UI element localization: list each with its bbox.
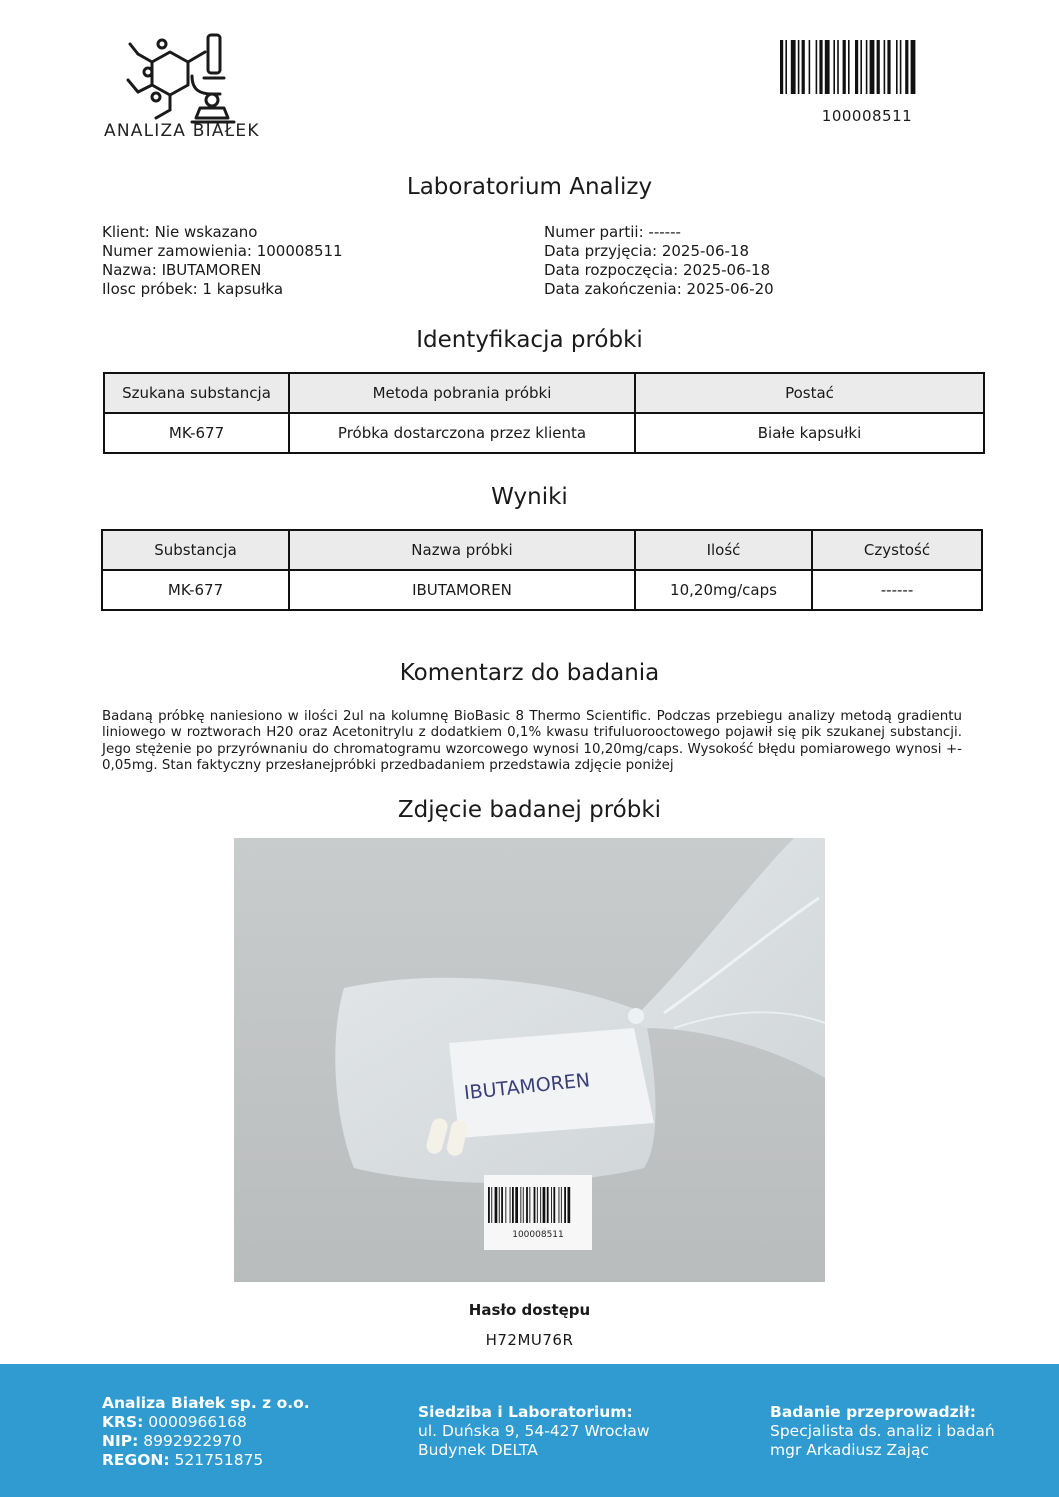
column-header: Nazwa próbki: [289, 530, 635, 570]
password-value: H72MU76R: [485, 1331, 574, 1349]
order-number-line: Numer zamowienia: 100008511: [102, 242, 343, 260]
table-cell: IBUTAMOREN: [289, 570, 635, 610]
table-cell: Białe kapsułki: [635, 413, 984, 453]
table-cell: ------: [812, 570, 982, 610]
table-cell: MK-677: [104, 413, 289, 453]
sample-photo: [234, 838, 825, 1282]
footer-address: [418, 1403, 650, 1460]
column-header: Metoda pobrania próbki: [289, 373, 635, 413]
performed-line2: mgr Arkadiusz Zając: [770, 1441, 929, 1459]
photo-heading: Zdjęcie badanej próbki: [397, 797, 662, 823]
address-line1: ul. Duńska 9, 54-427 Wrocław: [418, 1422, 650, 1440]
sample-count-line: Ilosc próbek: 1 kapsułka: [102, 280, 284, 298]
address-line2: Budynek DELTA: [418, 1441, 538, 1459]
product-name-line: Nazwa: IBUTAMOREN: [102, 261, 262, 279]
performed-line1: Specjalista ds. analiz i badań: [770, 1422, 995, 1440]
performed-heading: Badanie przeprowadził:: [770, 1403, 976, 1421]
column-header: Ilość: [635, 530, 812, 570]
nip-label: NIP:: [102, 1432, 139, 1450]
table-cell: Próbka dostarczona przez klienta: [289, 413, 635, 453]
results-table: [101, 529, 983, 611]
table-header-row: [102, 530, 982, 570]
table-cell: MK-677: [102, 570, 289, 610]
nip-value: 8992922970: [143, 1432, 242, 1450]
client-line: Klient: Nie wskazano: [102, 223, 258, 241]
logo-text: ANALIZA BIAŁEK: [104, 121, 260, 141]
info-right: [544, 223, 774, 299]
comment-heading: Komentarz do badania: [399, 660, 660, 686]
column-header: Szukana substancja: [104, 373, 289, 413]
footer-performed: [770, 1403, 995, 1460]
table-row: [102, 570, 982, 610]
identification-table: [103, 372, 985, 454]
comment-text: Badaną próbkę naniesiono w ilości 2ul na kolumnę BioBasic 8 Thermo Scientific. Podczas przebiegu analizy metodą gradientu liniowego w roztworach H20 oraz Acetonitrylu z dodatkiem 0,1% kwasu trifuluorooctowego pojawił się pik szukanej substancji. Jego stężenie po przyrównaniu do chromatogramu wzorcowego wynosi 10,20mg/caps. Wysokość błędu pomiarowego wynosi +- 0,05mg. Stan faktyczny przesłanejpróbki przedbadaniem przedstawia zdjęcie poniżej: [102, 709, 962, 774]
table-row: [104, 413, 984, 453]
end-date-line: Data zakończenia: 2025-06-20: [544, 280, 774, 298]
column-header: Postać: [635, 373, 984, 413]
sticker-number: 100008511: [512, 1230, 564, 1240]
krs-value: 0000966168: [148, 1413, 247, 1431]
regon-value: 521751875: [174, 1451, 264, 1469]
info-left: [102, 223, 343, 299]
table-cell: 10,20mg/caps: [635, 570, 812, 610]
footer: [0, 1364, 1059, 1497]
company-name: Analiza Białek sp. z o.o.: [102, 1394, 310, 1412]
regon-label: REGON:: [102, 1451, 170, 1469]
footer-company: [102, 1394, 310, 1470]
start-date-line: Data rozpoczęcia: 2025-06-18: [544, 261, 771, 279]
batch-number-line: Numer partii: ------: [544, 223, 681, 241]
barcode-number: 100008511: [821, 107, 913, 125]
barcode-icon: [780, 40, 954, 94]
password-label: Hasło dostępu: [468, 1301, 591, 1319]
column-header: Substancja: [102, 530, 289, 570]
received-date-line: Data przyjęcia: 2025-06-18: [544, 242, 750, 260]
results-heading: Wyniki: [491, 484, 568, 510]
table-header-row: [104, 373, 984, 413]
krs-label: KRS:: [102, 1413, 144, 1431]
identification-heading: Identyfikacja próbki: [416, 327, 643, 353]
handwritten-label: IBUTAMOREN: [463, 1069, 592, 1105]
column-header: Czystość: [812, 530, 982, 570]
page-title: Laboratorium Analizy: [406, 174, 653, 200]
address-heading: Siedziba i Laboratorium:: [418, 1403, 633, 1421]
